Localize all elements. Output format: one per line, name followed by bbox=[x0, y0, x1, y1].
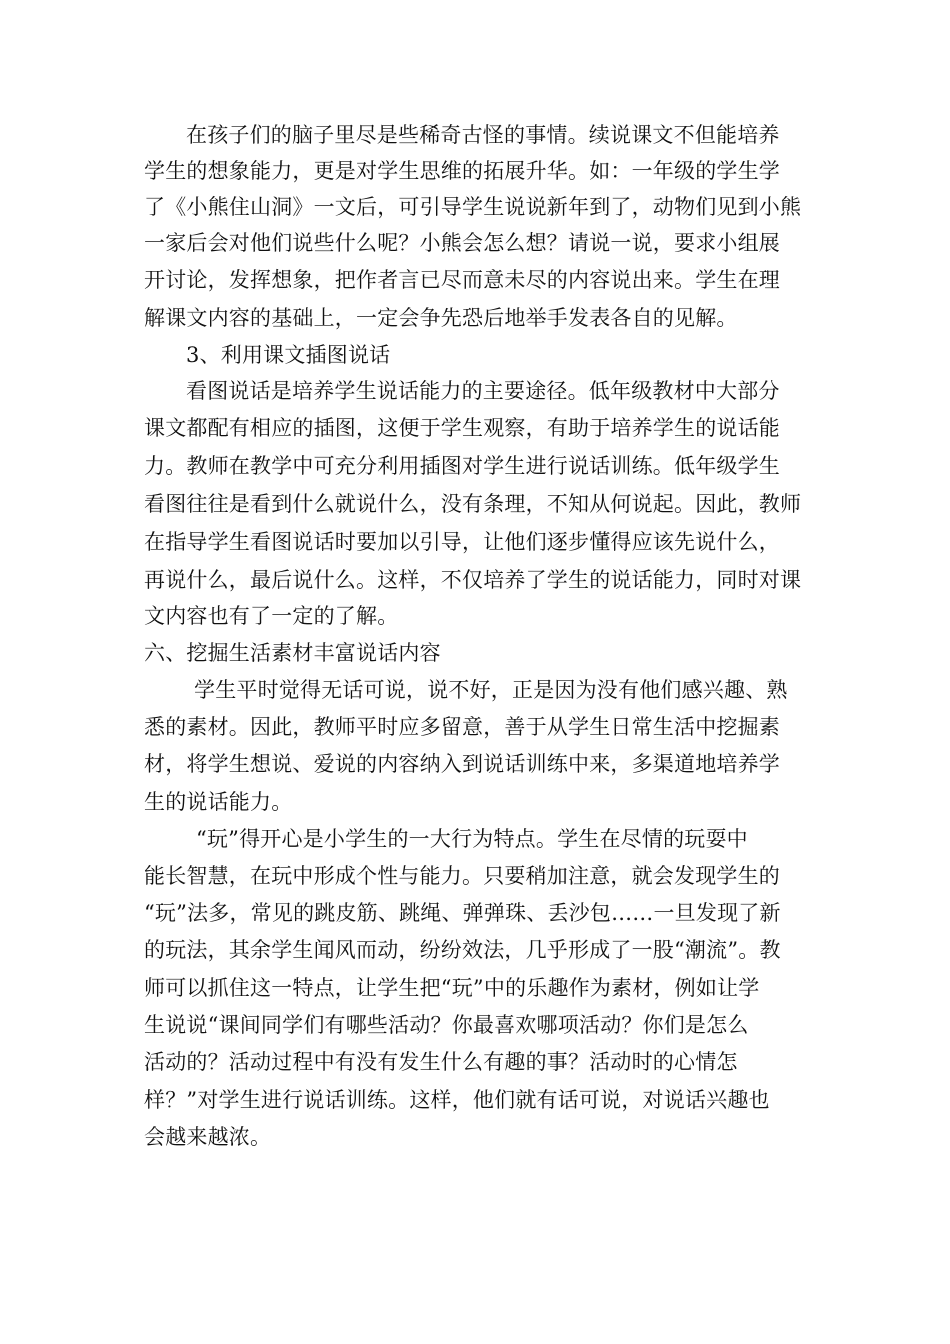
text-line: 看图说话是培养学生说话能力的主要途径。低年级教材中大部分 bbox=[186, 379, 780, 403]
text-line: 生的说话能力。 bbox=[144, 790, 293, 814]
text-line: 样？”对学生进行说话训练。这样，他们就有话可说，对说话兴趣也 bbox=[144, 1088, 770, 1112]
text-line: 看图往往是看到什么就说什么，没有条理，不知从何说起。因此，教师 bbox=[144, 492, 802, 516]
text-line: 能长智慧，在玩中形成个性与能力。只要稍加注意，就会发现学生的 bbox=[144, 864, 780, 888]
text-line: 文内容也有了一定的了解。 bbox=[144, 604, 399, 628]
text-line: 在孩子们的脑子里尽是些稀奇古怪的事情。续说课文不但能培养 bbox=[186, 123, 780, 147]
text-line: 生说说“课间同学们有哪些活动？你最喜欢哪项活动？你们是怎么 bbox=[144, 1013, 749, 1037]
text-line: 在指导学生看图说话时要加以引导，让他们逐步懂得应该先说什么， bbox=[144, 530, 780, 554]
text-line: 材，将学生想说、爱说的内容纳入到说话训练中来，多渠道地培养学 bbox=[144, 752, 780, 776]
text-line: 课文都配有相应的插图，这便于学生观察，有助于培养学生的说话能 bbox=[144, 416, 780, 440]
text-line: 开讨论，发挥想象，把作者言已尽而意未尽的内容说出来。学生在理 bbox=[144, 268, 780, 292]
text-line: “玩”得开心是小学生的一大行为特点。学生在尽情的玩耍中 bbox=[196, 827, 748, 851]
text-line: 师可以抓住这一特点，让学生把“玩”中的乐趣作为素材，例如让学 bbox=[144, 976, 760, 1000]
section-heading: 3、利用课文插图说话 bbox=[186, 343, 391, 367]
text-line: “玩”法多，常见的跳皮筋、跳绳、弹弹珠、丢沙包……一旦发现了新 bbox=[144, 901, 781, 925]
text-line: 力。教师在教学中可充分利用插图对学生进行说话训练。低年级学生 bbox=[144, 454, 780, 478]
text-line: 会越来越浓。 bbox=[144, 1125, 272, 1149]
text-line: 再说什么，最后说什么。这样，不仅培养了学生的说话能力，同时对课 bbox=[144, 568, 802, 592]
text-line: 悉的素材。因此，教师平时应多留意，善于从学生日常生活中挖掘素 bbox=[144, 715, 780, 739]
text-line: 活动的？活动过程中有没有发生什么有趣的事？活动时的心情怎 bbox=[144, 1050, 738, 1074]
text-line: 学生的想象能力，更是对学生思维的拓展升华。如：一年级的学生学 bbox=[144, 159, 780, 183]
text-line: 一家后会对他们说些什么呢？小熊会怎么想？请说一说，要求小组展 bbox=[144, 231, 780, 255]
text-line: 的玩法，其余学生闻风而动，纷纷效法，几乎形成了一股“潮流”。教 bbox=[144, 938, 781, 962]
text-line: 学生平时觉得无话可说，说不好，正是因为没有他们感兴趣、熟 bbox=[194, 678, 788, 702]
document-page bbox=[144, 0, 808, 1344]
text-line: 解课文内容的基础上，一定会争先恐后地举手发表各自的见解。 bbox=[144, 306, 738, 330]
text-line: 了《小熊住山洞》一文后，可引导学生说说新年到了，动物们见到小熊 bbox=[144, 195, 802, 219]
section-heading: 六、挖掘生活素材丰富说话内容 bbox=[144, 641, 441, 665]
